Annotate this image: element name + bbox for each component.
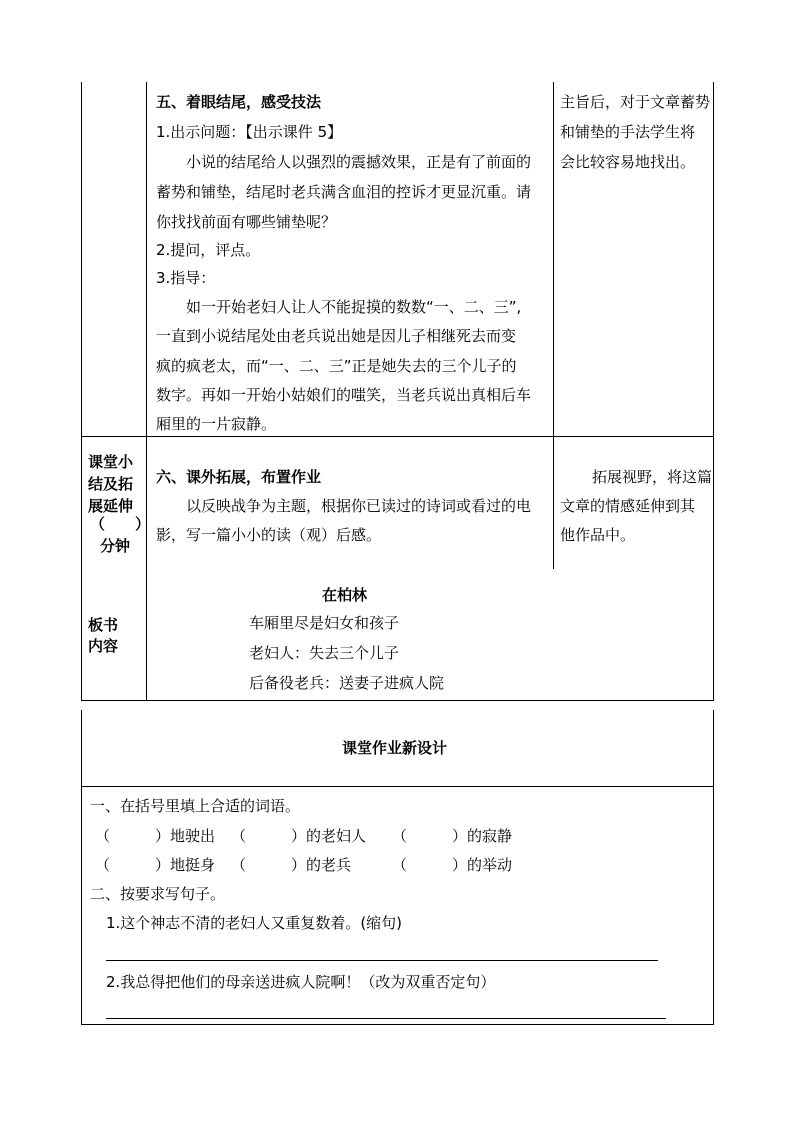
section5-line: 如一开始老妇人让人不能捉摸的数数“一、二、三”, <box>186 298 522 316</box>
section6-label: 展延伸 <box>88 497 134 515</box>
section5-line: 2.提问，评点。 <box>156 241 261 259</box>
q1-heading: 一、在括号里填上合适的词语。 <box>90 797 301 815</box>
table-col-divider-1 <box>146 82 147 701</box>
section6-heading: 六、课外拓展，布置作业 <box>156 468 322 486</box>
q1-blank: （ ）的老兵 <box>231 856 352 874</box>
hw-left-border <box>81 710 82 1025</box>
q2-heading: 二、按要求写句子。 <box>90 885 226 903</box>
q1-blank: （ ）的老妇人 <box>231 827 367 845</box>
board-label: 板书 <box>88 616 119 634</box>
section6-label: 课堂小 <box>88 453 134 471</box>
section6-label: 结及拓 <box>88 475 134 493</box>
section5-line: 1.出示问题：【出示课件 5】 <box>156 123 343 141</box>
section6-note: 拓展视野，将这篇 <box>592 468 713 486</box>
section5-note: 和铺垫的手法学生将 <box>560 123 696 141</box>
q1-blank: （ ）的寂静 <box>392 827 513 845</box>
hw-divider <box>81 786 714 787</box>
hw-bottom-border <box>81 1024 714 1025</box>
section5-note: 主旨后，对于文章蓄势 <box>560 93 711 111</box>
section5-line: 3.指导： <box>156 269 216 287</box>
answer-line[interactable] <box>106 1018 666 1019</box>
table-bottom-border <box>81 700 714 701</box>
section5-line: 厢里的一片寂静。 <box>156 415 277 433</box>
board-label: 内容 <box>88 637 119 655</box>
homework-title: 课堂作业新设计 <box>342 739 448 757</box>
section5-line: 小说的结尾给人以强烈的震撼效果，正是有了前面的 <box>186 153 532 171</box>
section5-line: 一直到小说结尾处由老兵说出她是因儿子相继死去而变 <box>156 327 517 345</box>
section6-label: 分钟 <box>100 537 131 555</box>
board-line: 老妇人：失去三个儿子 <box>249 644 400 662</box>
section5-heading: 五、着眼结尾，感受技法 <box>156 93 322 111</box>
q1-blank: （ ）地挺身 <box>95 856 216 874</box>
section6-line: 以反映战争为主题，根据你已读过的诗词或看过的电 <box>186 497 532 515</box>
section5-line: 疯的疯老太，而“一、二、三”正是她失去的三个儿子的 <box>156 357 517 375</box>
q1-blank: （ ）地驶出 <box>95 827 216 845</box>
table-left-border <box>81 82 82 701</box>
section5-line: 数字。再如一开始小姑娘们的嗤笑，当老兵说出真相后车 <box>156 386 532 404</box>
section5-line: 你找找前面有哪些铺垫呢？ <box>156 213 337 231</box>
section6-note: 他作品中。 <box>560 526 636 544</box>
q1-blank: （ ）的举动 <box>392 856 513 874</box>
section6-line: 影，写一篇小小的读（观）后感。 <box>156 526 382 544</box>
table-row-divider-1 <box>81 436 714 437</box>
board-line: 车厢里尽是妇女和孩子 <box>249 614 400 632</box>
q2-item: 2.我总得把他们的母亲送进疯人院啊！（改为双重否定句） <box>106 973 496 991</box>
section5-note: 会比较容易地找出。 <box>560 153 696 171</box>
table-right-border <box>713 82 714 701</box>
board-line: 后备役老兵：送妻子进疯人院 <box>249 674 445 692</box>
hw-right-border <box>713 710 714 1025</box>
answer-line[interactable] <box>106 960 658 961</box>
section5-line: 蓄势和铺垫，结尾时老兵满含血泪的控诉才更显沉重。请 <box>156 183 532 201</box>
section6-note: 文章的情感延伸到其 <box>560 497 696 515</box>
q2-item: 1.这个神志不清的老妇人又重复数着。(缩句) <box>106 914 403 932</box>
table-col-divider-2 <box>553 82 554 569</box>
section6-label: （ ） <box>90 515 151 533</box>
board-title: 在柏林 <box>322 586 368 604</box>
